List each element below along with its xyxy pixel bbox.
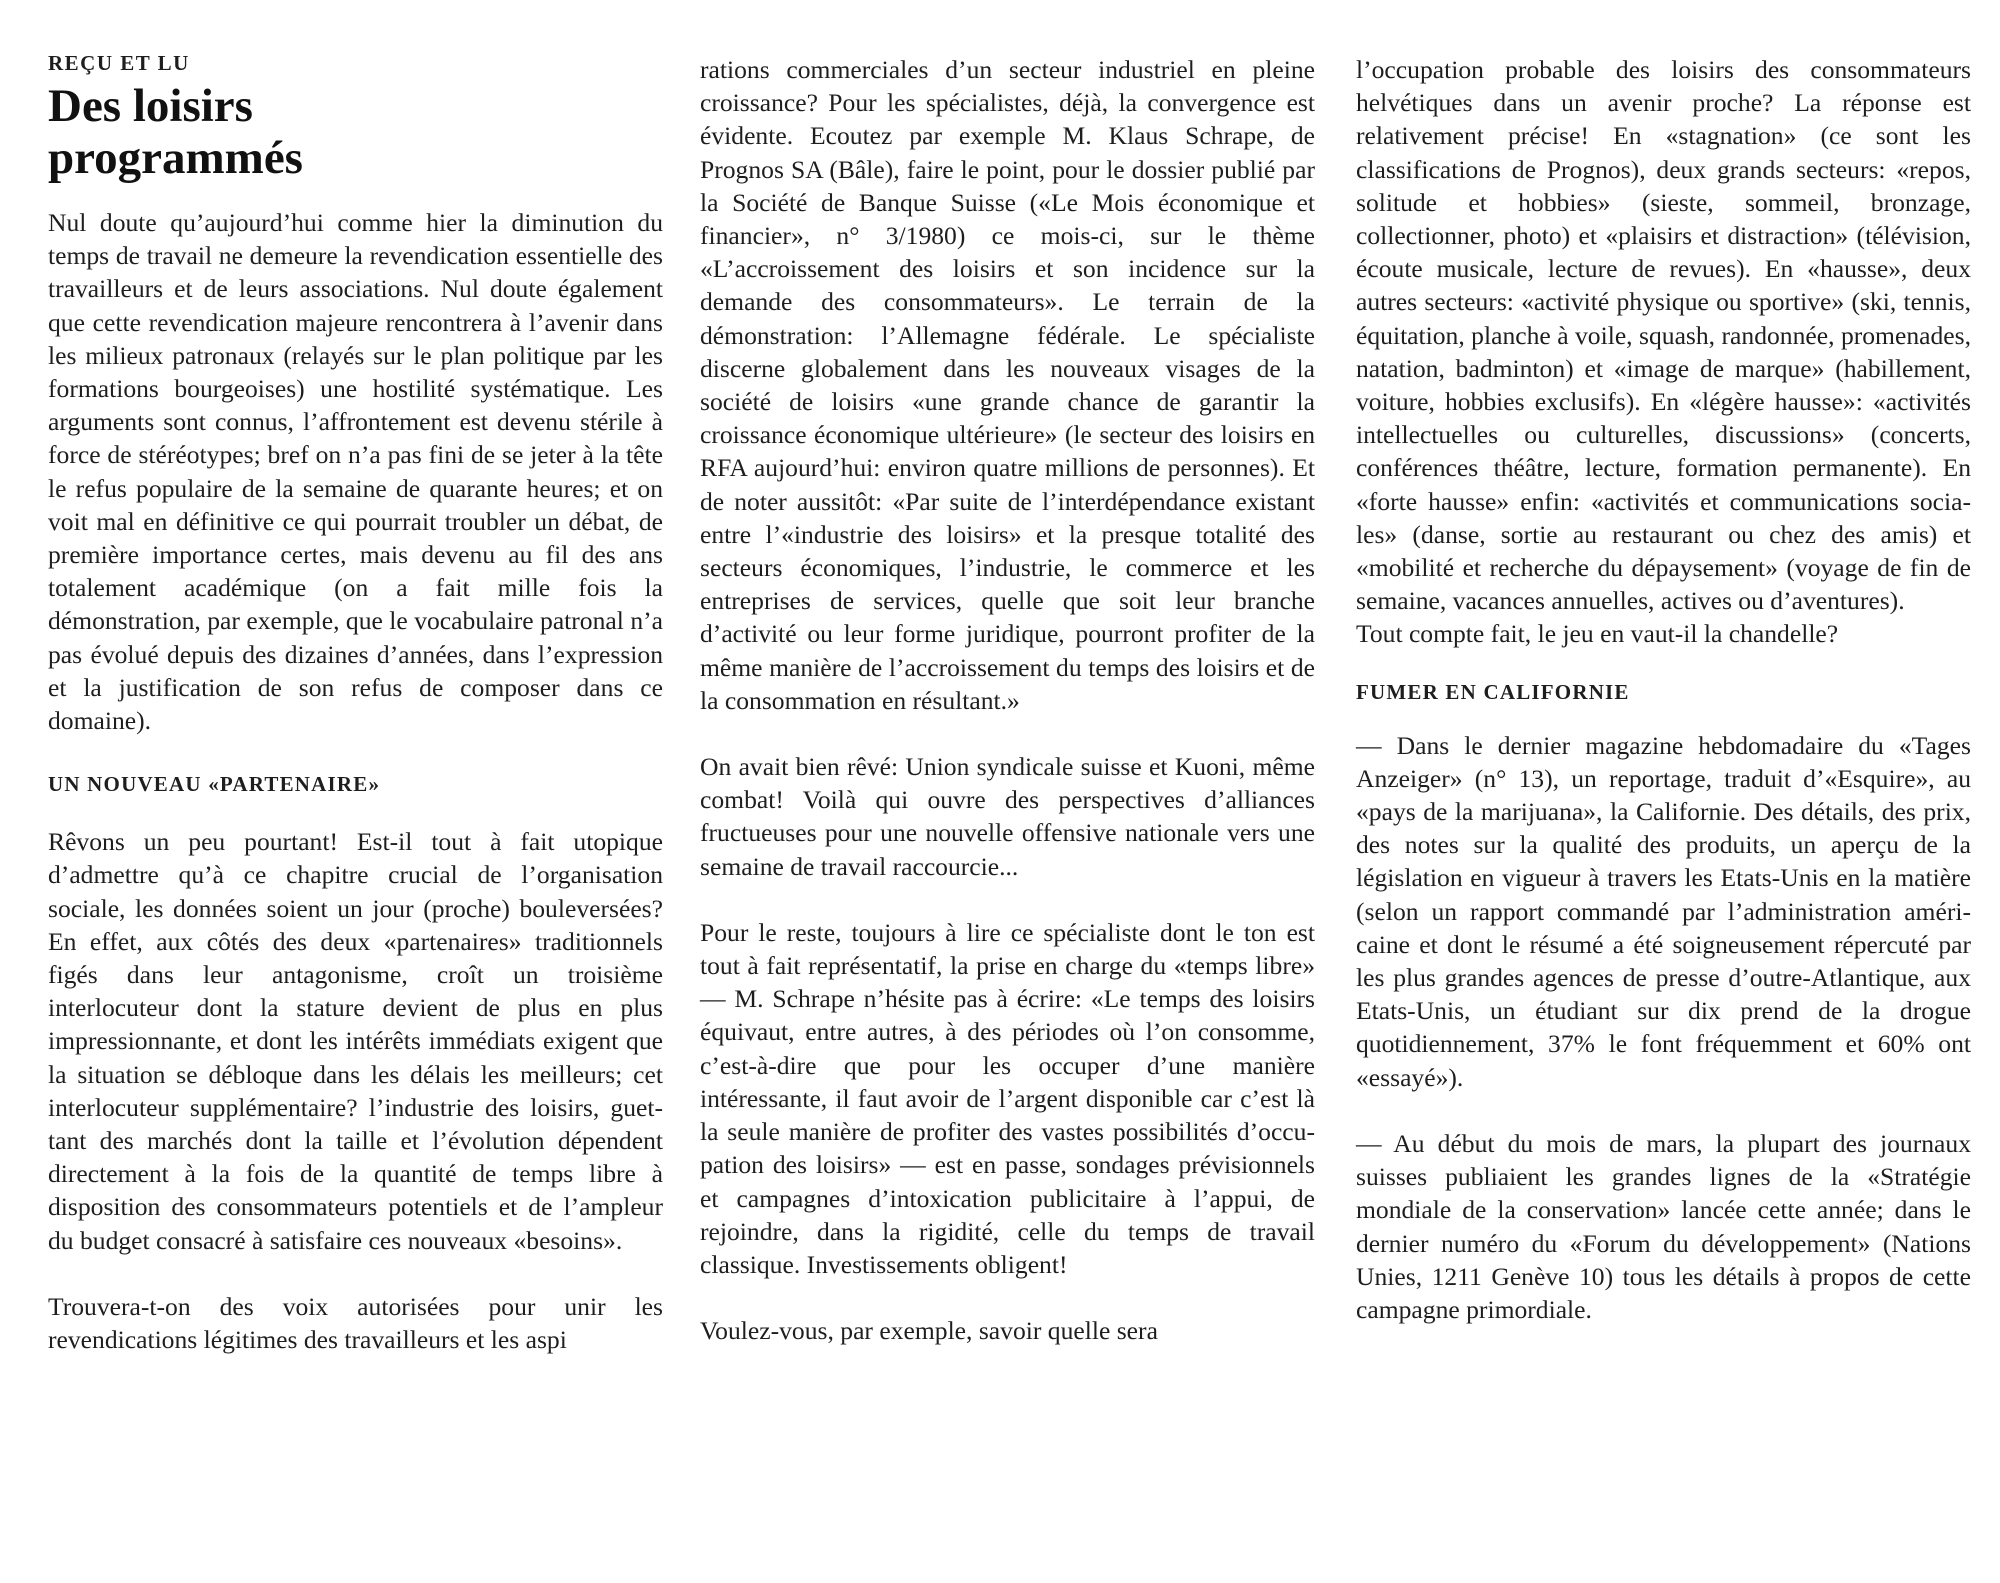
paragraph: — Au début du mois de mars, la plupart des journaux suisses publiaient les grandes lignes de la «Stratégie mondiale de la conservation» lancée cette année; dans le dernier numéro du «Forum du développement» (Nations Unies, 1211 Genève 10) tous les détails à propos de cette campagne primordiale.: [1356, 1128, 1971, 1324]
paragraph: l’occupation probable des loisirs des consommateurs helvétiques dans un avenir proche? La réponse est relativement précise! En «stagnation» (ce sont les classifications de Prognos), deux grands secteurs: «repos, solitude et hobbies» (sieste, sommeil, bronzage, collectionner, photo) et «plaisirs et distraction» (télévision, écoute musicale, lecture de revues). En «hausse», deux autres secteurs: «activité physique ou sportive» (ski, tennis, équitation, planche à voile, squash, randonnée, promenades, natation, badminton) et «image de marque» (habillement, voiture, hobbies exclusifs). En «légère hausse»: «activités intellectuelles ou culturelles, discussions» (concerts, conférences théâtre, lecture, formation permanente). En «forte hausse» enfin: «activités et communications sociales» (danse, sortie au restaurant ou chez des amis) et «mobilité et recherche du dépaysement» (voyage de fin de semaine, vacances annuelles, actives ou d’aventures).: [1356, 55, 1971, 616]
paragraph: On avait bien rêvé: Union syndicale suisse et Kuoni, même combat! Voilà qui ouvre des perspectives d’alliances fructueuses pour une nouvelle offensive nationale vers une semaine de travail raccourcie...: [700, 752, 1315, 881]
paragraph: Rêvons un peu pourtant! Est-il tout à fait utopique d’admettre qu’à ce chapitre crucial de l’organisation sociale, les données soient un jour (proche) bouleversées? En effet, aux côtés des deux «partenaires» traditionnels figés dans leur antagonisme, croît un troisième interlocuteur dont la stature devient de plus en plus impressionnante, et dont les intérêts immédiats exigent que la situation se débloque dans les délais les meilleurs; cet interlocuteur supplémentaire? l’industrie des loisirs, guettant des marchés dont la taille et l’évolution dépendent directement à la fois de la quantité de temps libre à disposition des consommateurs potentiels et de l’ampleur du budget consacré à satisfaire ces nouveaux «besoins».: [48, 827, 663, 1255]
column-3: [1356, 53, 1971, 1326]
subheading: UN NOUVEAU «PARTENAIRE»: [48, 772, 381, 797]
column-2: [700, 53, 1315, 1347]
section-kicker: REÇU ET LU: [48, 51, 190, 75]
paragraph: Pour le reste, toujours à lire ce spécialiste dont le ton est tout à fait représentatif, la prise en charge du «temps libre» — M. Schrape n’hésite pas à écrire: «Le temps des loisirs équivaut, entre autres, à des périodes où l’on consomme, c’est-à-dire que pour les occuper d’une manière intéressante, il faut avoir de l’argent disponible car c’est là la seule manière de profiter des vastes possibilités d’occupation des loisirs» — est en passe, sondages prévisionnels et campagnes d’intoxication publicitaire à l’appui, de rejoindre, dans la rigidité, celle du temps de travail classique. Investissements obligent!: [700, 917, 1315, 1279]
paragraph: rations commerciales d’un secteur industriel en pleine croissance? Pour les spécialistes, déjà, la convergence est évidente. Ecoutez par exemple M. Klaus Schrape, de Prognos SA (Bâle), faire le point, pour le dossier publié par la Société de Banque Suisse («Le Mois économique et financier», n° 3/1980) ce mois-ci, sur le thème «L’accroissement des loisirs et son incidence sur la demande des consommateurs». Le terrain de la démonstration: l’Allemagne fédérale. Le spécialiste discerne globalement dans les nouveaux visages de la société de loisirs «une grande chance de garantir la croissance économique ultérieure» (le secteur des loisirs en RFA aujourd’hui: environ quatre millions de personnes). Et de noter aussitôt: «Par suite de l’interdépendance existant entre l’«industrie des loisirs» et la presque totalité des secteurs économiques, l’industrie, le commerce et les entreprises de services, quelle que soit leur branche d’activité ou leur forme juridique, pourront profiter de la même manière de l’accroissement du temps des loisirs et de la consommation en résultant.»: [700, 55, 1315, 715]
headline-line-2: programmés: [48, 132, 303, 184]
article-headline: [48, 80, 663, 184]
paragraph: Nul doute qu’aujourd’hui comme hier la diminution du temps de travail ne demeure la revendication essentielle des travailleurs et de leurs associations. Nul doute également que cette revendication majeure rencontrera à l’avenir dans les milieux patronaux (relayés sur le plan politique par les formations bourgeoises) une hostilité systématique. Les arguments sont connus, l’affrontement est devenu stérile à force de stéréotypes; bref on n’a pas fini de se jeter à la tête le refus populaire de la semaine de quarante heures; et on voit mal en définitive ce qui pourrait troubler un débat, de première importance certes, mais devenu au fil des ans totalement académique (on a fait mille fois la démonstration, par exemple, que le vocabulaire patronal n’a pas évolué depuis des dizaines d’années, dans l’expression et la justification de son refus de composer dans ce domaine).: [48, 208, 663, 736]
headline-line-1: Des loisirs: [48, 80, 253, 132]
paragraph: — Dans le dernier magazine hebdomadaire du «Tages Anzeiger» (n° 13), un reportage, traduit d’«Esquire», au «pays de la marijuana», la Californie. Des détails, des prix, des notes sur la qualité des produits, un aperçu de la législation en vigueur à travers les Etats-Unis en la matière (selon un rapport commandé par l’administration américaine et dont le résumé a été soigneusement répercuté par les plus grandes agences de presse d’outre-Atlantique, aux Etats-Unis, un étudiant sur dix prend de la drogue quotidiennement, 37% le font fréquemment et 60% ont «essayé»).: [1356, 730, 1971, 1092]
subheading: FUMER EN CALIFORNIE: [1356, 679, 1630, 704]
column-1: [48, 50, 663, 1356]
paragraph: Trouvera-t-on des voix autorisées pour unir les revendications légitimes des travailleurs et les aspi: [48, 1291, 663, 1355]
paragraph: Voulez-vous, par exemple, savoir quelle sera: [700, 1316, 1158, 1346]
paragraph: Tout compte fait, le jeu en vaut-il la chandelle?: [1356, 619, 1839, 649]
